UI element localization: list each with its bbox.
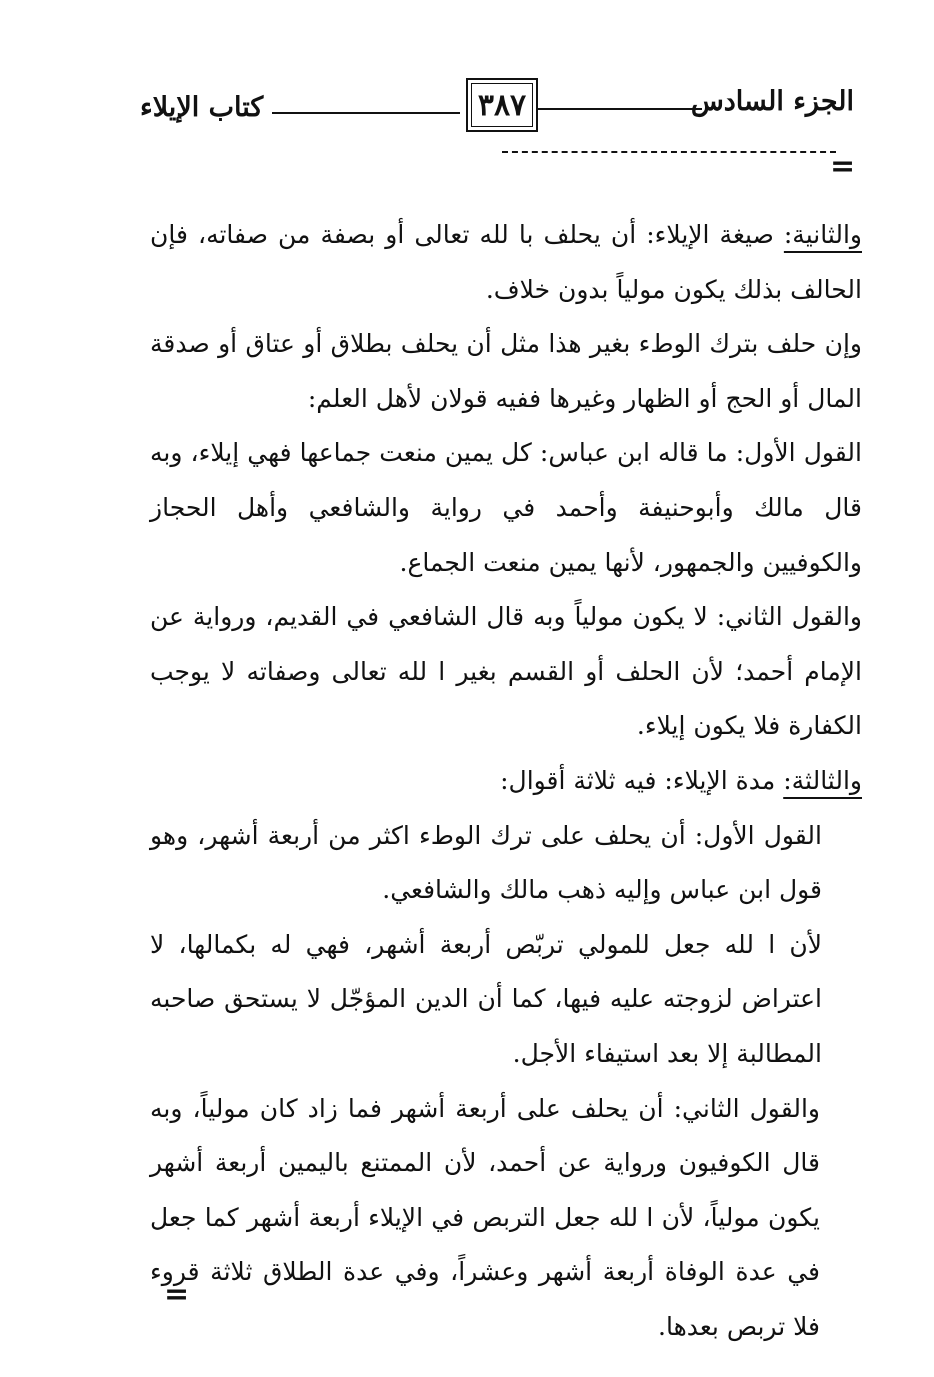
paragraph-lead: والثالثة: [783,765,862,795]
paragraph-third-duration [150,754,862,809]
paragraph-first-opinion [150,426,862,590]
header-rule-right [534,108,702,110]
paragraph-text: صيغة الإيلاء: أن يحلف با لله تعالى أو بصفة من صفاته، فإن الحالف بذلك يكون مولياً بدون خلاف. [150,220,862,304]
page-number: ٣٨٧ [466,78,538,132]
paragraph-duration-first-opinion [150,809,862,918]
book-title: كتاب الإيلاء [140,92,264,123]
paragraph-second-form [150,208,862,317]
paragraph-text: القول الأول: أن يحلف على ترك الوطء اكثر من أربعة أشهر، وهو قول ابن عباس وإليه ذهب مالك والشافعي. [150,820,822,905]
page-body [150,208,862,1354]
paragraph-text: والقول الثاني: أن يحلف على أربعة أشهر فما زاد كان مولياً، وبه قال الكوفيون ورواية عن أحمد، لأن الممتنع باليمين أربعة أشهر يكون مولياً، لأن ا لله جعل التربص في الإيلاء أربعة أشهر كما جعل في عدة الوفاة أربعة أشهر وعشراً، وفي عدة الطلاق ثلاثة قروء فلا تربص بعدها. [150,1093,820,1341]
paragraph-text: والقول الثاني: لا يكون مولياً وبه قال الشافعي في القديم، ورواية عن الإمام أحمد؛ لأن الحلف أو القسم بغير ا لله تعالى وصفاته لا يوجب الكفارة فلا يكون إيلاء. [150,602,862,741]
running-header [140,78,854,138]
paragraph-text: وإن حلف بترك الوطء بغير هذا مثل أن يحلف بطلاق أو عتاق أو صدقة المال أو الحج أو الظهار وغيرها ففيه قولان لأهل العلم: [150,329,862,413]
header-rule-left [272,112,460,114]
section-mark-bottom: = [164,1277,190,1312]
paragraph-lead: والثانية: [783,220,862,249]
volume-title: الجزء السادس [690,86,854,117]
paragraph-text: لأن ا لله جعل للمولي تربّص أربعة أشهر، فهي له بكمالها، لا اعتراض لزوجته عليه فيها، كما أن الدين المؤجّل لا يستحق صاحبه المطالبة إلا بعد استيفاء الأجل. [150,929,822,1068]
paragraph-text: مدة الإيلاء: فيه ثلاثة أقوال: [500,765,784,795]
paragraph-other-oaths [150,317,862,426]
paragraph-duration-second-opinion [150,1082,862,1355]
paragraph-duration-reason [150,918,862,1082]
paragraph-text: القول الأول: ما قاله ابن عباس: كل يمين منعت جماعها فهي إيلاء، وبه قال مالك وأبوحنيفة وأحمد في رواية والشافعي وأهل الحجاز والكوفيين والجمهور، لأنها يمين منعت الجماع. [150,438,862,577]
dashed-divider [502,151,836,153]
section-mark-top: = [830,149,856,184]
paragraph-second-opinion [150,590,862,754]
